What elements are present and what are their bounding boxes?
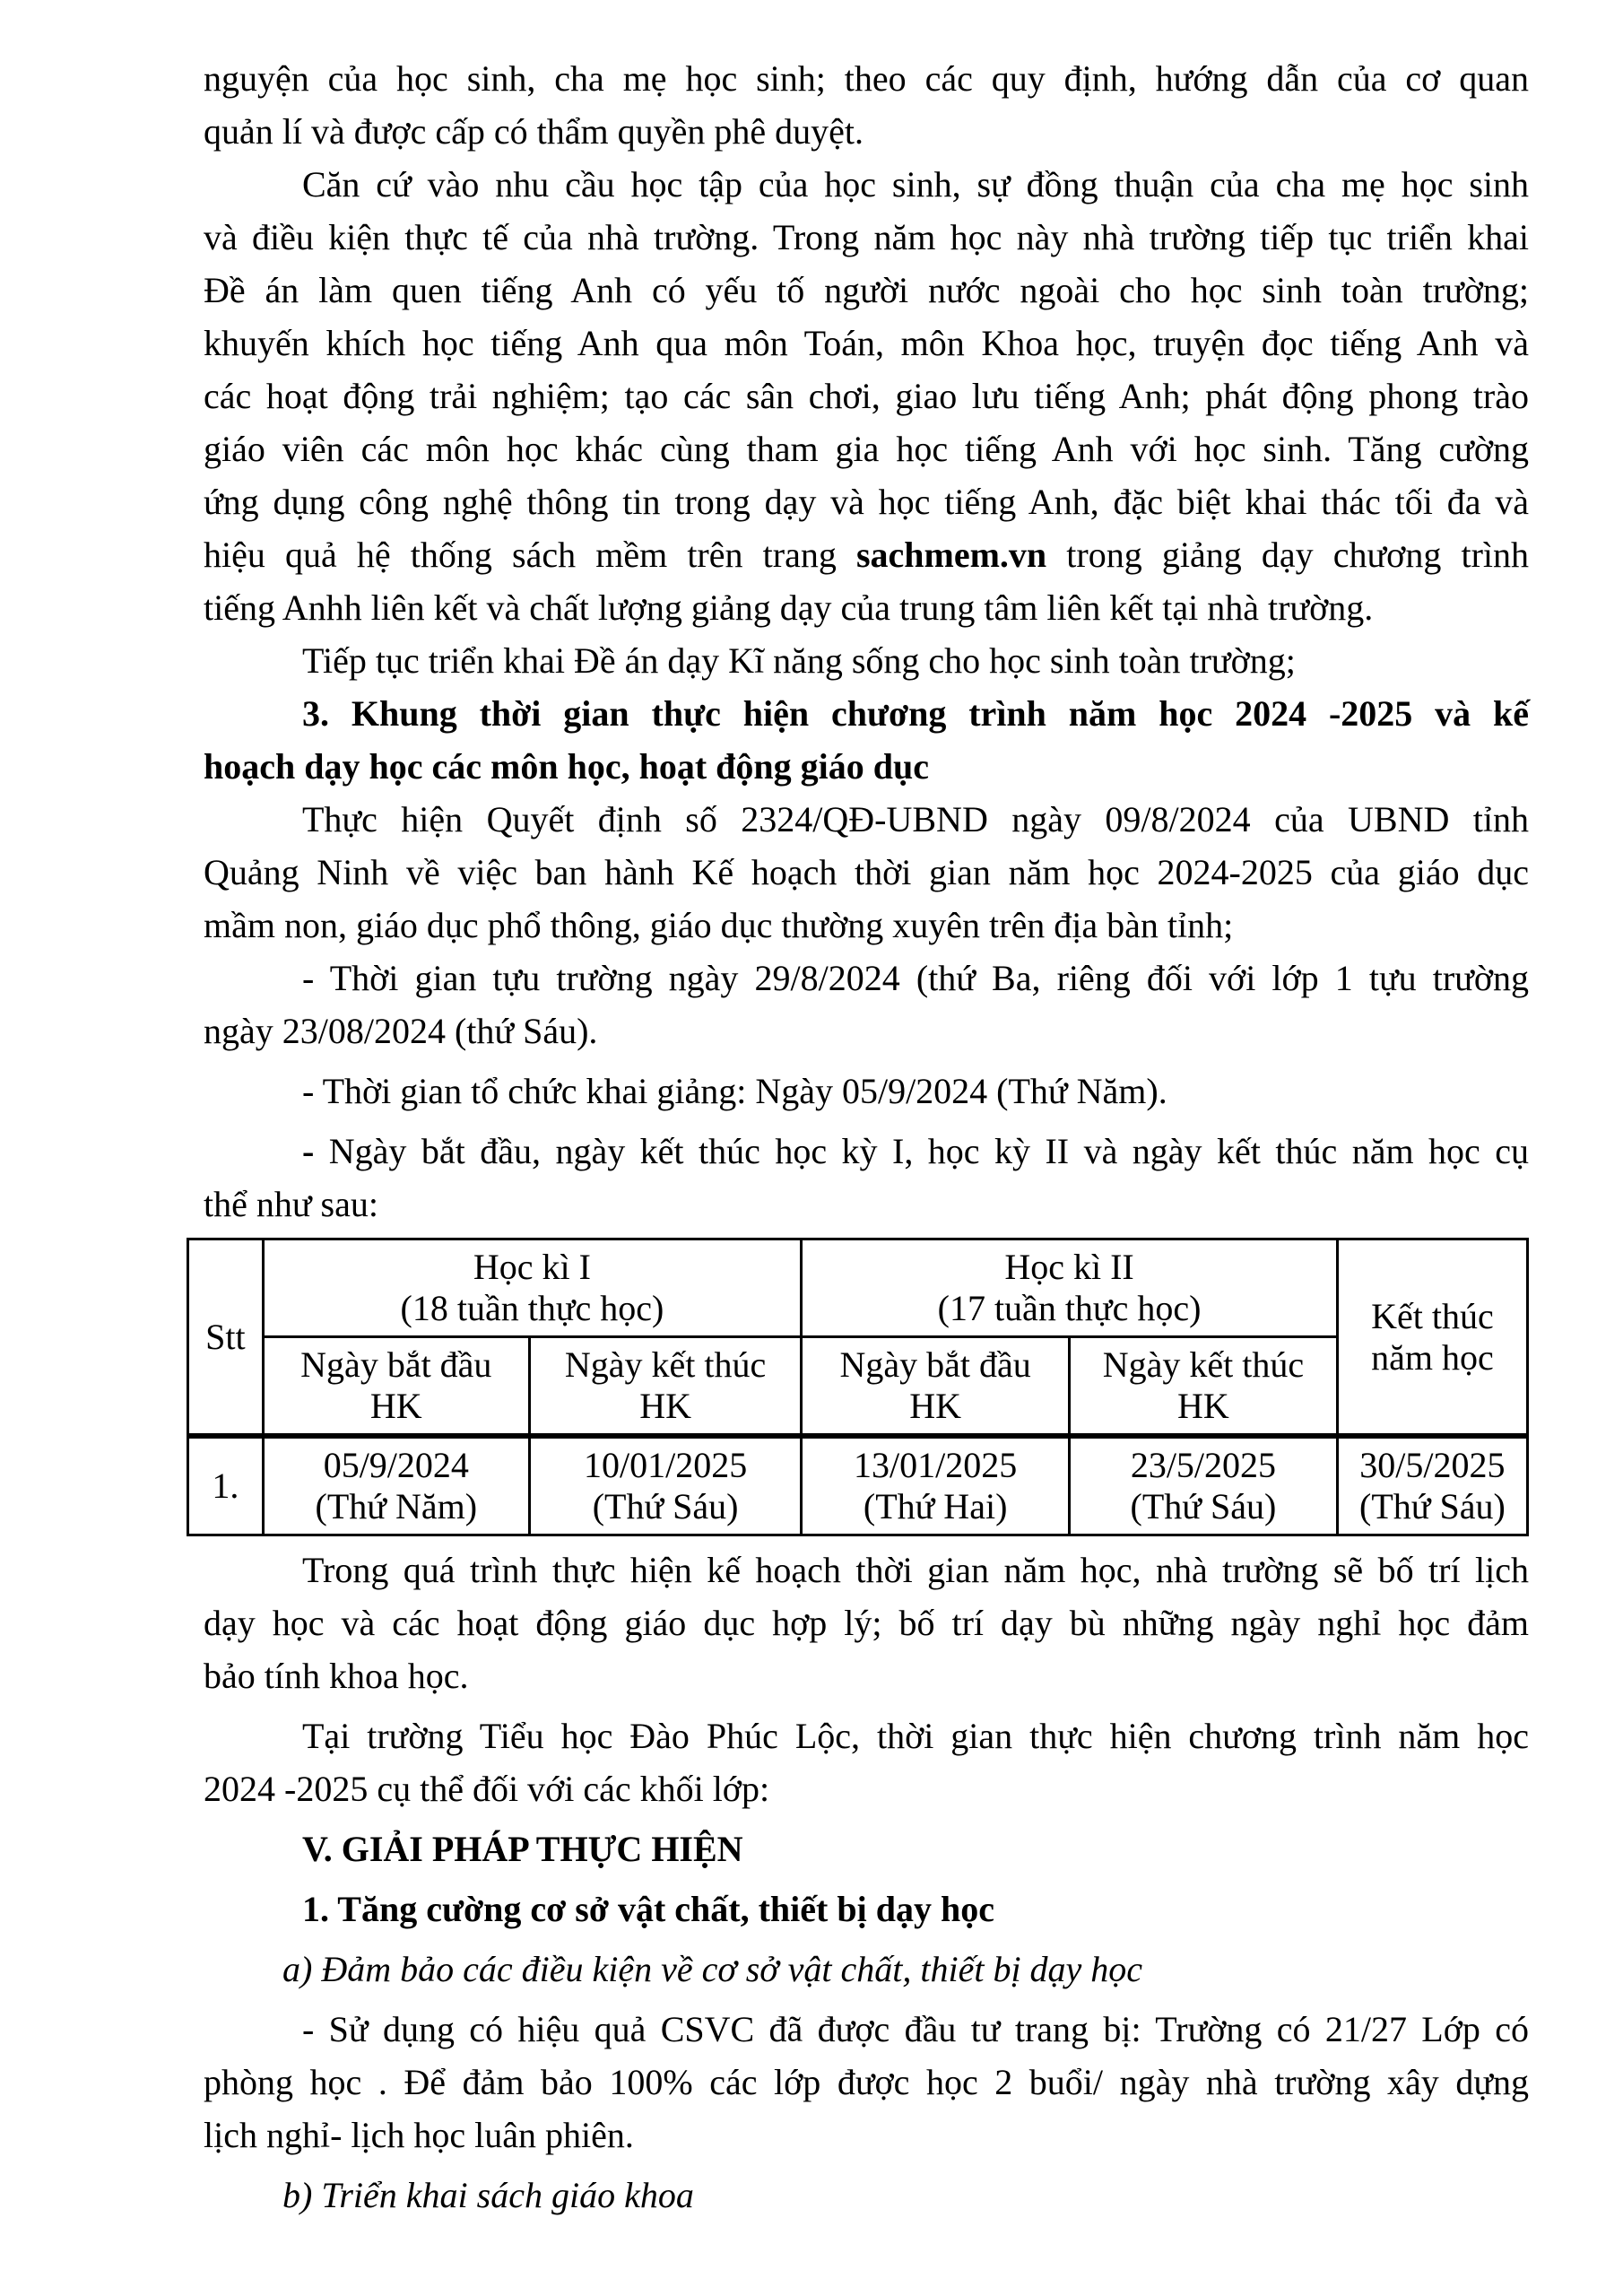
text-run: quản lí và được cấp có thẩm quyền phê duyệt. bbox=[204, 111, 864, 152]
paragraph bbox=[204, 158, 1529, 634]
text-run: và điều kiện thực tế của nhà trường. Trong năm học này nhà trường tiếp tục triển khai bbox=[204, 217, 1529, 257]
text-line bbox=[204, 211, 1529, 264]
text-run: hoạch dạy học các môn học, hoạt động giáo dục bbox=[204, 746, 929, 787]
paragraph bbox=[204, 1943, 1529, 1996]
text-run: các hoạt động trải nghiệm; tạo các sân chơi, giao lưu tiếng Anh; phát động phong trào bbox=[204, 376, 1529, 416]
text-line bbox=[204, 952, 1529, 1004]
text-run: dạy học và các hoạt động giáo dục hợp lý; bố trí dạy bù những ngày nghỉ học đảm bbox=[204, 1603, 1529, 1643]
text-line bbox=[204, 1125, 1529, 1178]
paragraph bbox=[204, 1883, 1529, 1935]
text-run: a) Đảm bảo các điều kiện về cơ sở vật chất, thiết bị dạy học bbox=[282, 1949, 1143, 1989]
header-row-groups bbox=[188, 1239, 1528, 1337]
text-line bbox=[204, 1544, 1529, 1596]
header-cell-year-end: Kết thúc năm học bbox=[1337, 1239, 1527, 1437]
text-line bbox=[204, 634, 1529, 687]
header-row-sub bbox=[188, 1337, 1528, 1437]
text-line bbox=[204, 2109, 1529, 2161]
text-line bbox=[204, 528, 1529, 581]
text-line bbox=[204, 2003, 1529, 2056]
schedule-table bbox=[187, 1238, 1529, 1536]
text-line bbox=[204, 1178, 1529, 1231]
paragraph bbox=[204, 2003, 1529, 2161]
text-run: bảo tính khoa học. bbox=[204, 1656, 469, 1696]
text-run: trong giảng dạy chương trình bbox=[1046, 535, 1530, 575]
text-run: Trong quá trình thực hiện kế hoạch thời gian năm học, nhà trường sẽ bố trí lịch bbox=[302, 1550, 1529, 1590]
text-run: b) Triển khai sách giáo khoa bbox=[282, 2175, 694, 2215]
paragraph bbox=[204, 2169, 1529, 2222]
cell-date-2: 10/01/2025 (Thứ Sáu) bbox=[529, 1436, 801, 1535]
text-run: - Thời gian tổ chức khai giảng: Ngày 05/9/2024 (Thứ Năm). bbox=[302, 1071, 1167, 1111]
text-run: Căn cứ vào nhu cầu học tập của học sinh, sự đồng thuận của cha mẹ học sinh bbox=[302, 164, 1529, 204]
text-line bbox=[204, 52, 1529, 105]
text-run: - Sử dụng có hiệu quả CSVC đã được đầu tư trang bị: Trường có 21/27 Lớp có bbox=[302, 2009, 1529, 2049]
text-run: - Thời gian tựu trường ngày 29/8/2024 (thứ Ba, riêng đối với lớp 1 tựu trường bbox=[302, 958, 1529, 998]
text-run: sachmem.vn bbox=[855, 535, 1047, 575]
text-line bbox=[204, 422, 1529, 475]
header-cell-sub-1: Ngày bắt đầu HK bbox=[263, 1337, 529, 1437]
cell-stt: 1. bbox=[188, 1436, 264, 1535]
text-run: thể như sau: bbox=[204, 1184, 378, 1224]
paragraph bbox=[204, 1125, 1529, 1231]
text-run: 3. Khung thời gian thực hiện chương trình năm học 2024 -2025 và kế bbox=[302, 693, 1529, 734]
paragraph bbox=[204, 52, 1529, 158]
paragraph bbox=[204, 793, 1529, 952]
header-cell-sub-4: Ngày kết thúc HK bbox=[1070, 1337, 1338, 1437]
text-line bbox=[204, 846, 1529, 899]
cell-date-1: 05/9/2024 (Thứ Năm) bbox=[263, 1436, 529, 1535]
text-run: Ngày bắt đầu, ngày kết thúc học kỳ I, học kỳ II và ngày kết thúc năm học cụ bbox=[314, 1131, 1529, 1171]
header-cell-stt: Stt bbox=[188, 1239, 264, 1437]
text-line bbox=[204, 2169, 1529, 2222]
text-line bbox=[204, 1065, 1529, 1118]
header-cell-semester-2: Học kì II (17 tuần thực học) bbox=[802, 1239, 1338, 1337]
text-run: 1. Tăng cường cơ sở vật chất, thiết bị dạy học bbox=[302, 1889, 994, 1929]
header-cell-sub-2: Ngày kết thúc HK bbox=[529, 1337, 801, 1437]
paragraph bbox=[204, 1544, 1529, 1702]
text-line bbox=[204, 105, 1529, 158]
text-line bbox=[204, 1596, 1529, 1649]
table-header bbox=[188, 1239, 1528, 1437]
text-line bbox=[204, 687, 1529, 740]
header-cell-sub-3: Ngày bắt đầu HK bbox=[802, 1337, 1070, 1437]
text-line bbox=[204, 1822, 1529, 1875]
text-run: - bbox=[302, 1131, 315, 1171]
text-line bbox=[204, 475, 1529, 528]
text-run: phòng học . Để đảm bảo 100% các lớp được học 2 buổi/ ngày nhà trường xây dựng bbox=[204, 2062, 1529, 2102]
text-run: giáo viên các môn học khác cùng tham gia học tiếng Anh với học sinh. Tăng cường bbox=[204, 429, 1529, 469]
text-run: ngày 23/08/2024 (thứ Sáu). bbox=[204, 1011, 598, 1051]
text-run: Quảng Ninh về việc ban hành Kế hoạch thời gian năm học 2024-2025 của giáo dục bbox=[204, 852, 1529, 892]
text-run: ứng dụng công nghệ thông tin trong dạy và học tiếng Anh, đặc biệt khai thác tối đa và bbox=[204, 482, 1529, 522]
header-cell-semester-1: Học kì I (18 tuần thực học) bbox=[263, 1239, 802, 1337]
text-run: mầm non, giáo dục phổ thông, giáo dục thường xuyên trên địa bàn tỉnh; bbox=[204, 905, 1234, 945]
text-line bbox=[204, 1004, 1529, 1057]
text-run: lịch nghỉ- lịch học luân phiên. bbox=[204, 2115, 634, 2155]
paragraph bbox=[204, 952, 1529, 1057]
text-line bbox=[204, 1709, 1529, 1762]
paragraph bbox=[204, 1065, 1529, 1118]
paragraph bbox=[204, 1822, 1529, 1875]
cell-date-4: 23/5/2025 (Thứ Sáu) bbox=[1070, 1436, 1338, 1535]
text-line bbox=[204, 1883, 1529, 1935]
text-run: hiệu quả hệ thống sách mềm trên trang bbox=[204, 535, 856, 575]
text-run: 2024 -2025 cụ thể đối với các khối lớp: bbox=[204, 1769, 770, 1809]
text-line bbox=[204, 1762, 1529, 1815]
text-line bbox=[204, 2056, 1529, 2109]
text-run: V. GIẢI PHÁP THỰC HIỆN bbox=[302, 1829, 743, 1869]
text-line bbox=[204, 1649, 1529, 1702]
paragraph bbox=[204, 1709, 1529, 1815]
table-row bbox=[188, 1436, 1528, 1535]
text-line bbox=[204, 317, 1529, 370]
text-line bbox=[204, 370, 1529, 422]
text-run: nguyện của học sinh, cha mẹ học sinh; theo các quy định, hướng dẫn của cơ quan bbox=[204, 58, 1529, 99]
text-line bbox=[204, 264, 1529, 317]
paragraph bbox=[204, 687, 1529, 793]
text-run: tiếng Anhh liên kết và chất lượng giảng dạy của trung tâm liên kết tại nhà trường. bbox=[204, 587, 1374, 628]
text-run: Tiếp tục triển khai Đề án dạy Kĩ năng sống cho học sinh toàn trường; bbox=[302, 640, 1296, 681]
paragraph bbox=[204, 634, 1529, 687]
text-run: Đề án làm quen tiếng Anh có yếu tố người nước ngoài cho học sinh toàn trường; bbox=[204, 270, 1529, 310]
text-run: khuyến khích học tiếng Anh qua môn Toán, môn Khoa học, truyện đọc tiếng Anh và bbox=[204, 323, 1529, 363]
text-line bbox=[204, 158, 1529, 211]
text-line bbox=[204, 740, 1529, 793]
cell-date-5: 30/5/2025 (Thứ Sáu) bbox=[1337, 1436, 1527, 1535]
text-line bbox=[204, 899, 1529, 952]
text-line bbox=[204, 1943, 1529, 1996]
text-run: Thực hiện Quyết định số 2324/QĐ-UBND ngày 09/8/2024 của UBND tỉnh bbox=[302, 799, 1529, 839]
text-run: Tại trường Tiểu học Đào Phúc Lộc, thời gian thực hiện chương trình năm học bbox=[302, 1716, 1529, 1756]
cell-date-3: 13/01/2025 (Thứ Hai) bbox=[802, 1436, 1070, 1535]
table-body bbox=[188, 1436, 1528, 1535]
text-line bbox=[204, 793, 1529, 846]
text-line bbox=[204, 581, 1529, 634]
